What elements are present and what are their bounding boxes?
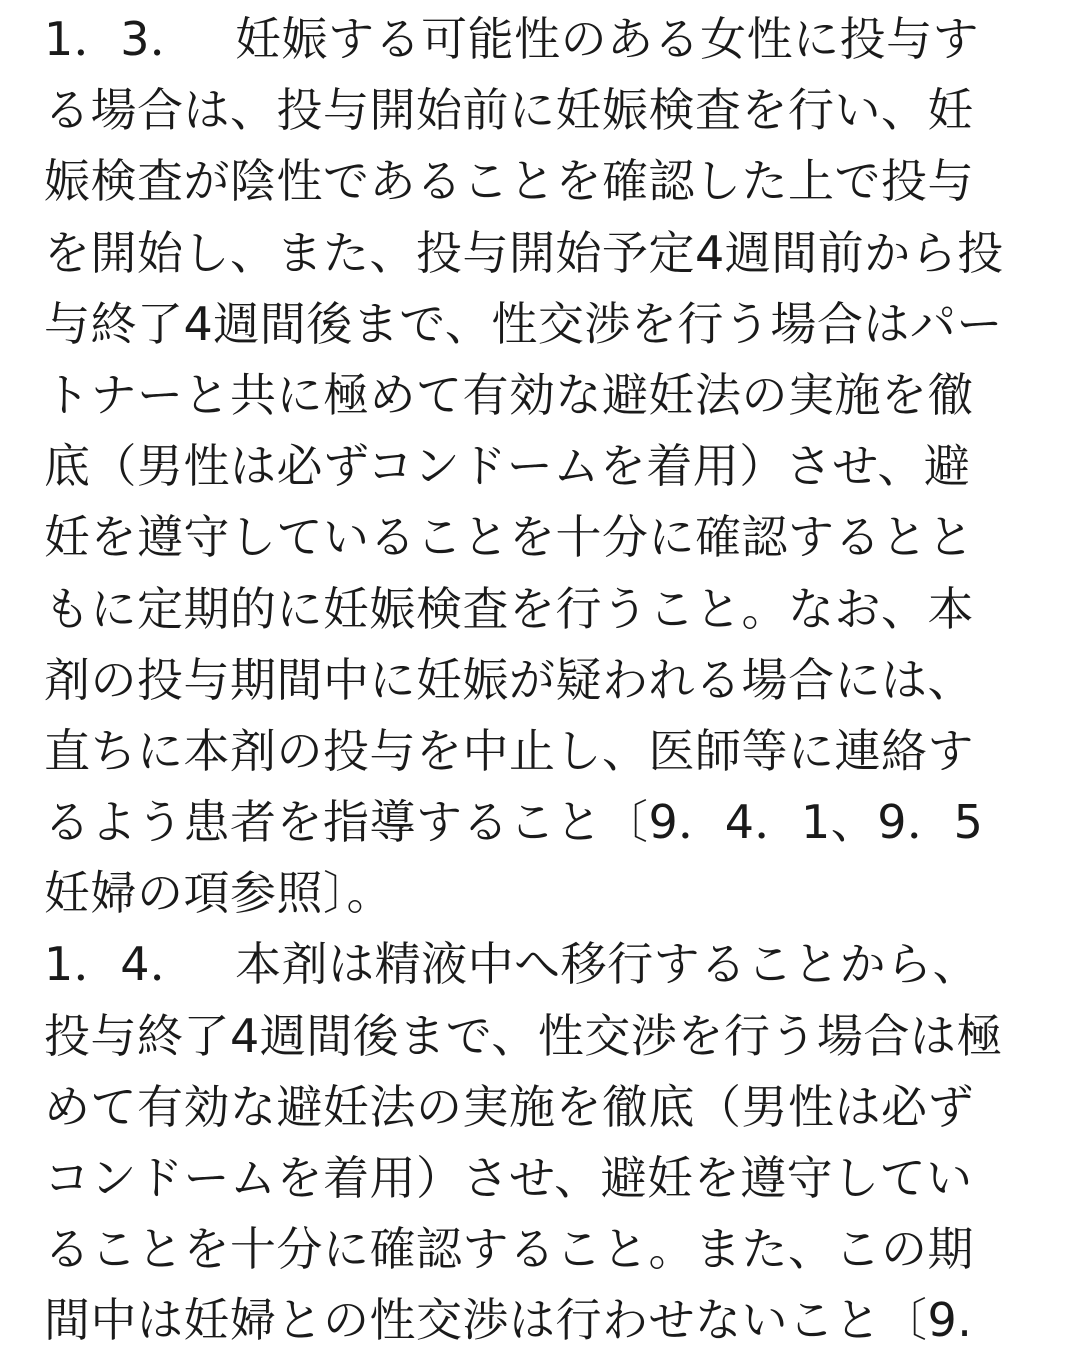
document-text xyxy=(44,4,1044,1357)
text-line: 与終了4週間後まで、性交渉を行う場合はパー xyxy=(44,296,1003,351)
text-line: 1．3． 妊娠する可能性のある女性に投与す xyxy=(44,12,980,66)
text-line: 剤の投与期間中に妊娠が疑われる場合には、 xyxy=(44,652,974,707)
text-line: めて有効な避妊法の実施を徹底（男性は必ず xyxy=(44,1079,974,1134)
text-line: 底（男性は必ずコンドームを着用）させ、避 xyxy=(44,439,971,494)
text-line: る場合は、投与開始前に妊娠検査を行い、妊 xyxy=(44,83,974,138)
text-line: るよう患者を指導すること〔9．4．1、9．5 xyxy=(44,795,984,850)
text-line: 間中は妊婦との性交渉は行わせないこと〔9. xyxy=(44,1293,973,1348)
text-line: トナーと共に極めて有効な避妊法の実施を徹 xyxy=(44,367,974,422)
text-line: を開始し、また、投与開始予定4週間前から投 xyxy=(44,225,1004,280)
text-line: 直ちに本剤の投与を中止し、医師等に連絡す xyxy=(44,723,974,778)
text-line: 妊を遵守していることを十分に確認するとと xyxy=(44,510,974,565)
text-line: コンドームを着用）させ、避妊を遵守してい xyxy=(44,1151,973,1205)
text-line: 娠検査が陰性であることを確認した上で投与 xyxy=(44,154,974,209)
text-line: 1．4． 本剤は精液中へ移行することから、 xyxy=(44,937,980,992)
text-line: 投与終了4週間後まで、性交渉を行う場合は極 xyxy=(44,1008,1003,1063)
text-line: 妊婦の項参照〕。 xyxy=(44,866,393,921)
text-line: もに定期的に妊娠検査を行うこと。なお、本 xyxy=(44,581,974,636)
text-line: ることを十分に確認すること。また、この期 xyxy=(44,1222,974,1277)
